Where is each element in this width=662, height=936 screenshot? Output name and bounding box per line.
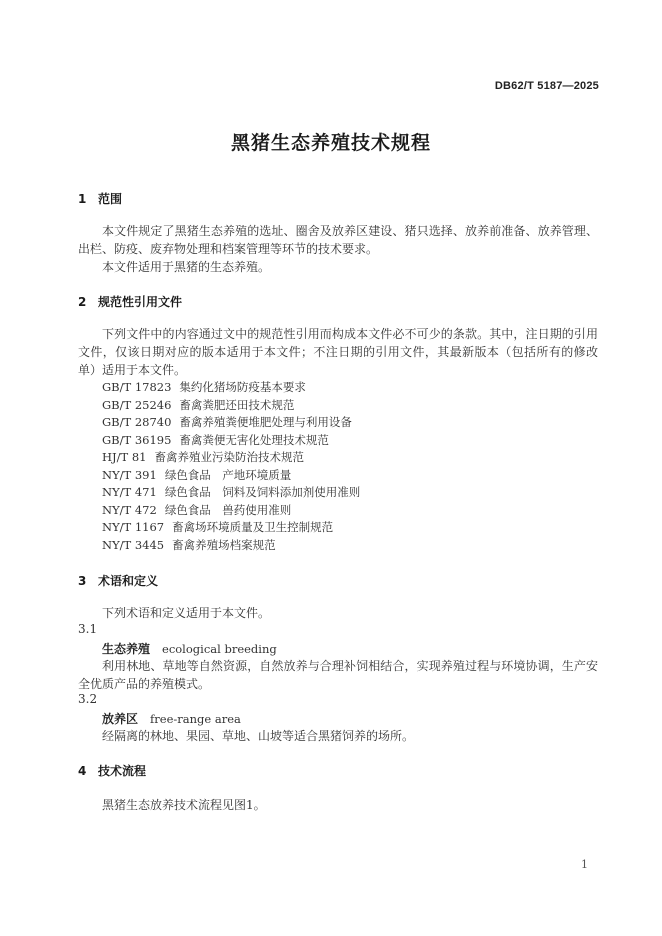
term-chinese: 生态养殖 xyxy=(102,642,151,656)
reference-code: NY/T 1167 xyxy=(102,520,165,534)
section-number: 3 xyxy=(78,574,87,588)
process-paragraph: 黑猪生态放养技术流程见图1。 xyxy=(102,798,266,812)
section-number: 2 xyxy=(78,295,87,309)
reference-code: NY/T 391 xyxy=(102,468,157,482)
section-heading-normative xyxy=(78,293,182,310)
section-title: 范围 xyxy=(98,192,123,206)
scope-paragraph-2: 本文件适用于黑猪的生态养殖。 xyxy=(102,260,271,274)
section-title: 术语和定义 xyxy=(98,574,159,588)
reference-item xyxy=(102,449,304,465)
reference-title: 绿色食品 饲料及饲料添加剂使用准则 xyxy=(164,485,361,499)
reference-title: 畜禽粪肥还田技术规范 xyxy=(179,398,295,412)
term-definition: 利用林地、草地等自然资源，自然放养与合理补饲相结合，实现养殖过程与环境协调，生产安全优质产品的养殖模式。 xyxy=(78,659,598,691)
normative-intro: 下列文件中的内容通过文中的规范性引用而构成本文件必不可少的条款。其中，注日期的引用文件，仅该日期对应的版本适用于本文件；不注日期的引用文件，其最新版本（包括所有的修改单）适用于本文件。 xyxy=(78,327,598,377)
reference-item xyxy=(102,519,333,535)
reference-title: 绿色食品 兽药使用准则 xyxy=(164,503,292,517)
reference-code: NY/T 3445 xyxy=(102,538,165,552)
terms-intro: 下列术语和定义适用于本文件。 xyxy=(102,606,271,620)
reference-title: 集约化猪场防疫基本要求 xyxy=(179,380,306,394)
reference-item xyxy=(102,432,329,448)
term-number: 3.1 xyxy=(78,622,98,636)
term-english: free-range area xyxy=(150,712,241,726)
term-chinese: 放养区 xyxy=(102,712,139,726)
reference-title: 畜禽场环境质量及卫生控制规范 xyxy=(172,520,334,534)
document-code: DB62/T 5187—2025 xyxy=(494,80,599,92)
section-title: 技术流程 xyxy=(98,764,147,778)
term-english: ecological breeding xyxy=(162,642,277,656)
reference-title: 畜禽养殖粪便堆肥处理与利用设备 xyxy=(179,415,352,429)
section-heading-process xyxy=(78,762,146,779)
page-number: 1 xyxy=(581,858,588,871)
reference-item xyxy=(102,537,276,553)
section-heading-scope xyxy=(78,190,122,207)
reference-item xyxy=(102,397,294,413)
term-entry xyxy=(102,710,241,727)
section-title: 规范性引用文件 xyxy=(98,295,183,309)
term-entry xyxy=(102,640,277,657)
reference-title: 绿色食品 产地环境质量 xyxy=(164,468,292,482)
reference-title: 畜禽养殖场档案规范 xyxy=(172,538,276,552)
reference-item xyxy=(102,379,306,395)
document-title: 黑猪生态养殖技术规程 xyxy=(230,132,431,154)
section-number: 1 xyxy=(78,192,87,206)
reference-code: GB/T 17823 xyxy=(102,380,172,394)
reference-code: NY/T 472 xyxy=(102,503,157,517)
reference-code: NY/T 471 xyxy=(102,485,157,499)
reference-code: GB/T 28740 xyxy=(102,415,172,429)
scope-paragraph-1: 本文件规定了黑猪生态养殖的选址、圈舍及放养区建设、猪只选择、放养前准备、放养管理、出栏、防疫、废弃物处理和档案管理等环节的技术要求。 xyxy=(78,224,598,256)
reference-code: GB/T 36195 xyxy=(102,433,172,447)
reference-item xyxy=(102,502,291,518)
reference-title: 畜禽养殖业污染防治技术规范 xyxy=(154,450,304,464)
term-number: 3.2 xyxy=(78,692,98,706)
reference-item xyxy=(102,467,291,483)
section-heading-terms xyxy=(78,572,158,589)
term-definition: 经隔离的林地、果园、草地、山坡等适合黑猪饲养的场所。 xyxy=(102,729,415,743)
reference-item xyxy=(102,414,352,430)
reference-code: GB/T 25246 xyxy=(102,398,172,412)
reference-title: 畜禽粪便无害化处理技术规范 xyxy=(179,433,329,447)
reference-code: HJ/T 81 xyxy=(102,450,147,464)
section-number: 4 xyxy=(78,764,87,778)
reference-item xyxy=(102,484,360,500)
